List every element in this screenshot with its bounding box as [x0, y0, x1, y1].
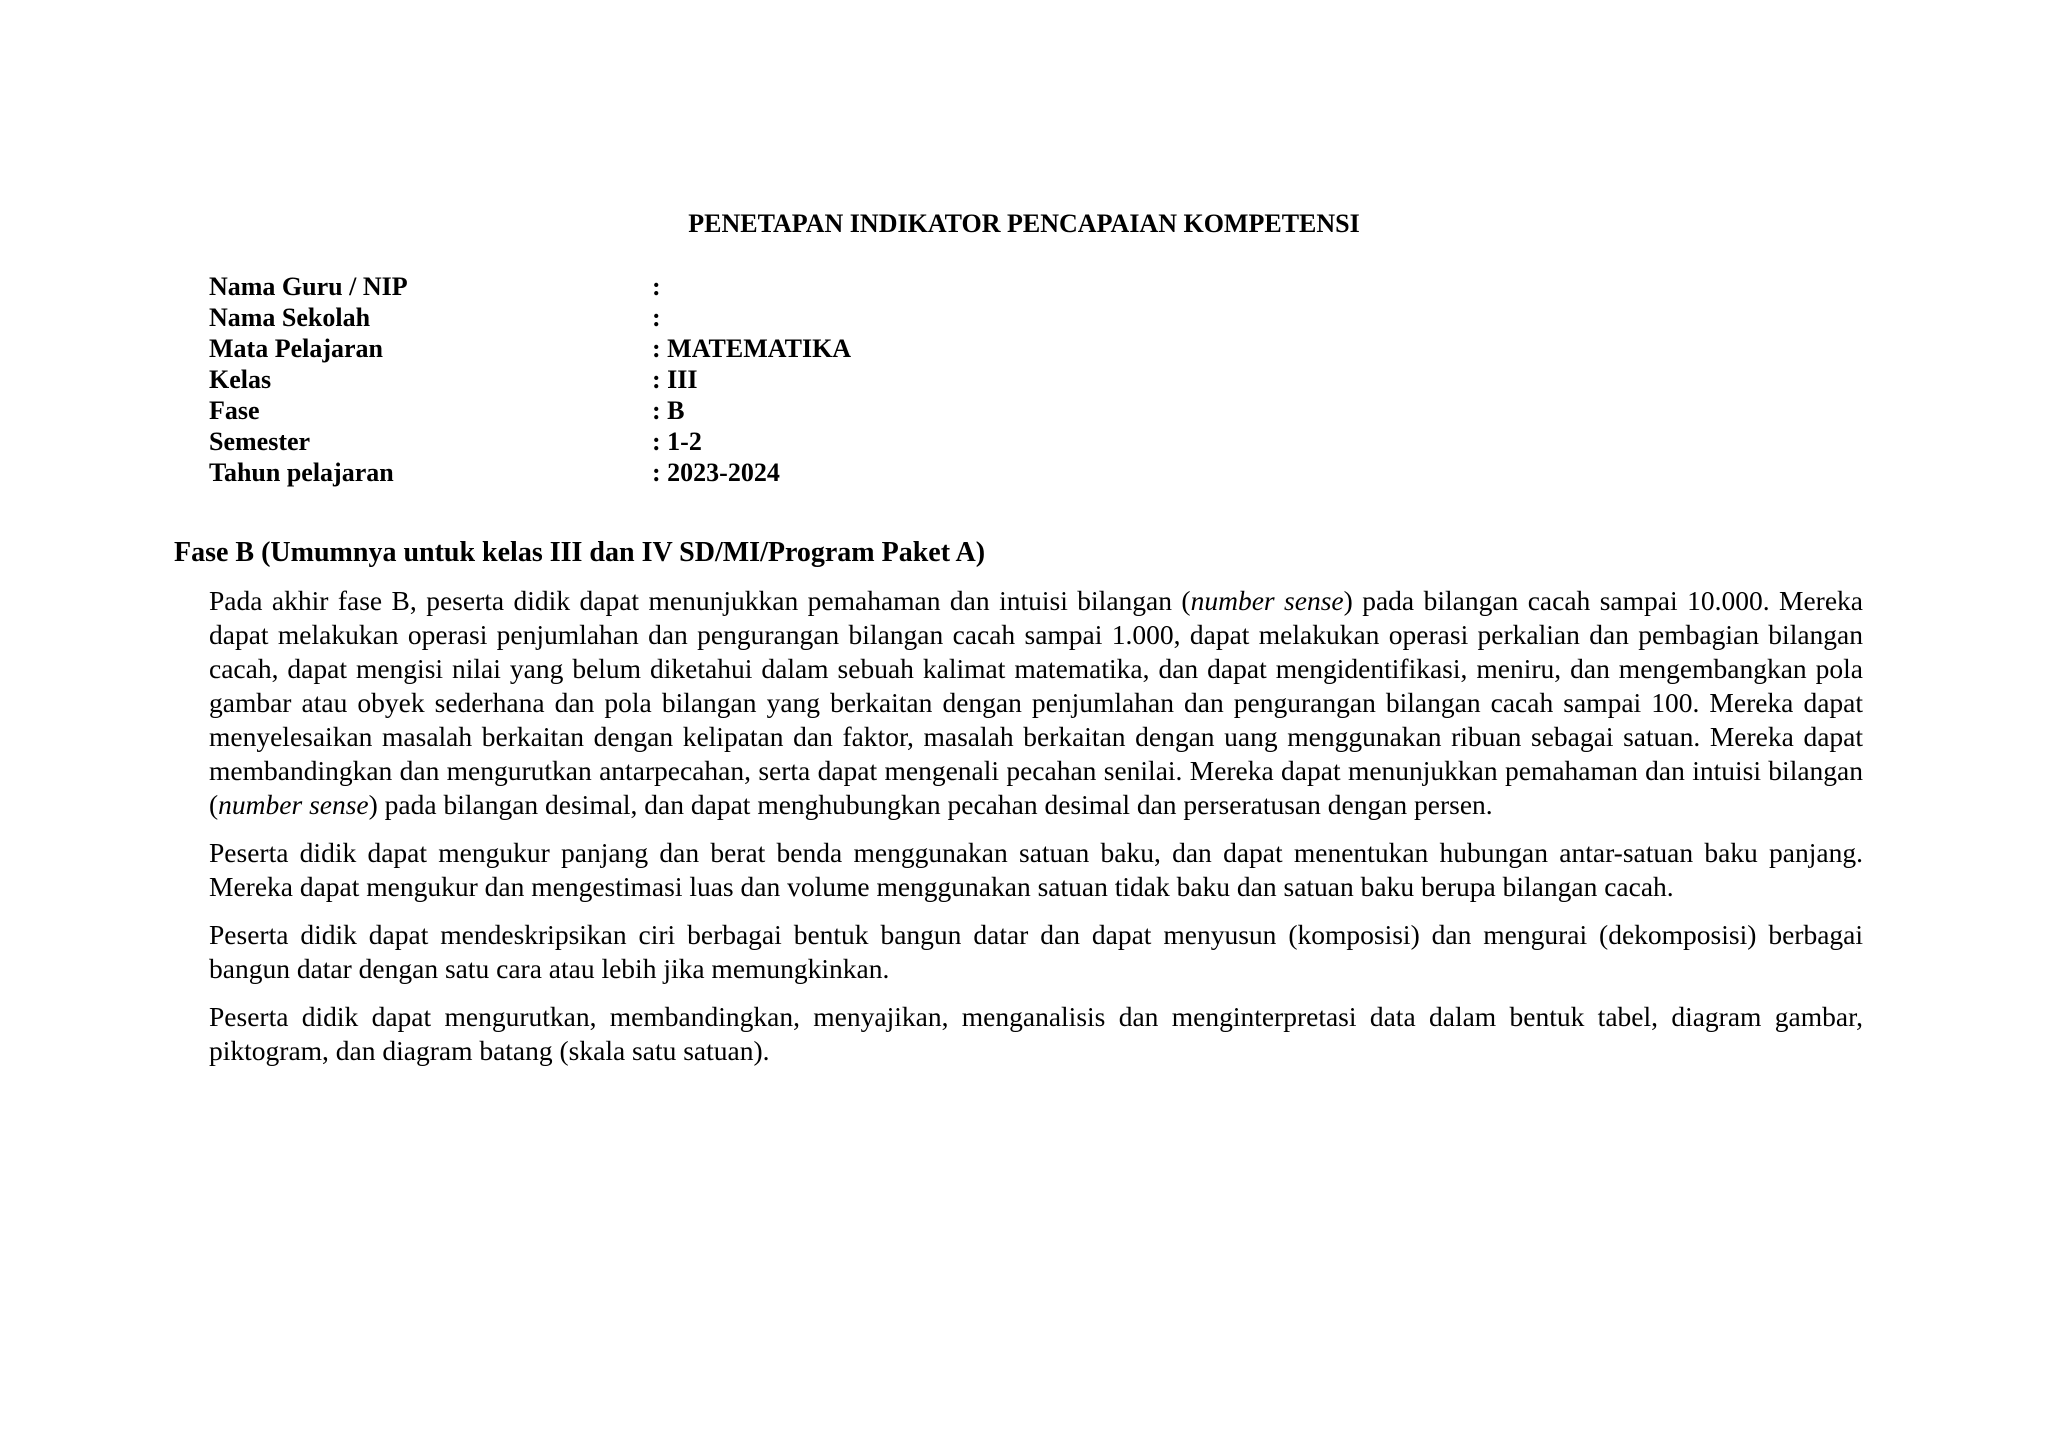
info-label: Tahun pelajaran: [209, 458, 394, 487]
info-row-academic-year: [209, 457, 851, 488]
info-label: Semester: [209, 427, 311, 456]
identity-table: [209, 271, 851, 488]
info-label: Kelas: [209, 365, 272, 394]
info-value: : 2023-2024: [652, 458, 780, 487]
info-value: : III: [652, 365, 698, 394]
info-row-teacher: [209, 271, 851, 302]
info-row-school: [209, 302, 851, 333]
emphasis-term: number sense: [218, 789, 369, 820]
info-value: :: [652, 272, 661, 301]
paragraph-text: ) pada bilangan desimal, dan dapat menghubungkan pecahan desimal dan perseratusan dengan persen.: [368, 789, 1493, 820]
page-title: PENETAPAN INDIKATOR PENCAPAIAN KOMPETENSI: [688, 209, 1360, 238]
info-value: :: [652, 303, 661, 332]
info-row-class: [209, 364, 851, 395]
paragraph-text: Pada akhir fase B, peserta didik dapat menunjukkan pemahaman dan intuisi bilangan (: [209, 585, 1191, 616]
info-row-subject: [209, 333, 851, 364]
section-body: [209, 584, 1863, 1082]
section-heading: Fase B (Umumnya untuk kelas III dan IV SD/MI/Program Paket A): [174, 537, 986, 568]
paragraph-data-analysis: Peserta didik dapat mengurutkan, membandingkan, menyajikan, menganalisis dan menginterpretasi data dalam bentuk tabel, diagram gambar, piktogram, dan diagram batang (skala satu satuan).: [209, 1001, 1863, 1066]
paragraph-measurement: Peserta didik dapat mengukur panjang dan berat benda menggunakan satuan baku, dan dapat menentukan hubungan antar-satuan baku panjang. Mereka dapat mengukur dan mengestimasi luas dan volume menggunakan satuan tidak baku dan satuan baku berupa bilangan cacah.: [209, 837, 1863, 902]
info-label: Mata Pelajaran: [209, 334, 384, 363]
info-label: Nama Guru / NIP: [209, 272, 408, 301]
info-row-phase: [209, 395, 851, 426]
info-label: Nama Sekolah: [209, 303, 371, 332]
paragraph-text: ) pada bilangan cacah sampai 10.000. Mereka dapat melakukan operasi penjumlahan dan pengurangan bilangan cacah sampai 1.000, dapat melakukan operasi perkalian dan pembagian bilangan cacah, dapat mengisi nilai yang belum diketahui dalam sebuah kalimat matematika, dan dapat mengidentifikasi, meniru, dan mengembangkan pola gambar atau obyek sederhana dan pola bilangan yang berkaitan dengan penjumlahan dan pengurangan bilangan cacah sampai 100. Mereka dapat menyelesaikan masalah berkaitan dengan kelipatan dan faktor, masalah berkaitan dengan uang menggunakan ribuan sebagai satuan. Mereka dapat membandingkan dan mengurutkan antarpecahan, serta dapat mengenali pecahan senilai. Mereka dapat menunjukkan pemahaman dan intuisi bilangan (: [209, 585, 1863, 820]
emphasis-term: number sense: [1190, 585, 1344, 616]
paragraph-geometry: Peserta didik dapat mendeskripsikan ciri berbagai bentuk bangun datar dan dapat menyusun (komposisi) dan mengurai (dekomposisi) berbagai bangun datar dengan satu cara atau lebih jika memungkinkan.: [209, 919, 1863, 984]
info-row-semester: [209, 426, 851, 457]
info-value: : MATEMATIKA: [652, 334, 852, 363]
info-value: : 1-2: [652, 427, 702, 456]
info-label: Fase: [209, 396, 260, 425]
info-value: : B: [652, 396, 685, 425]
paragraph-number-sense: [209, 584, 1863, 822]
